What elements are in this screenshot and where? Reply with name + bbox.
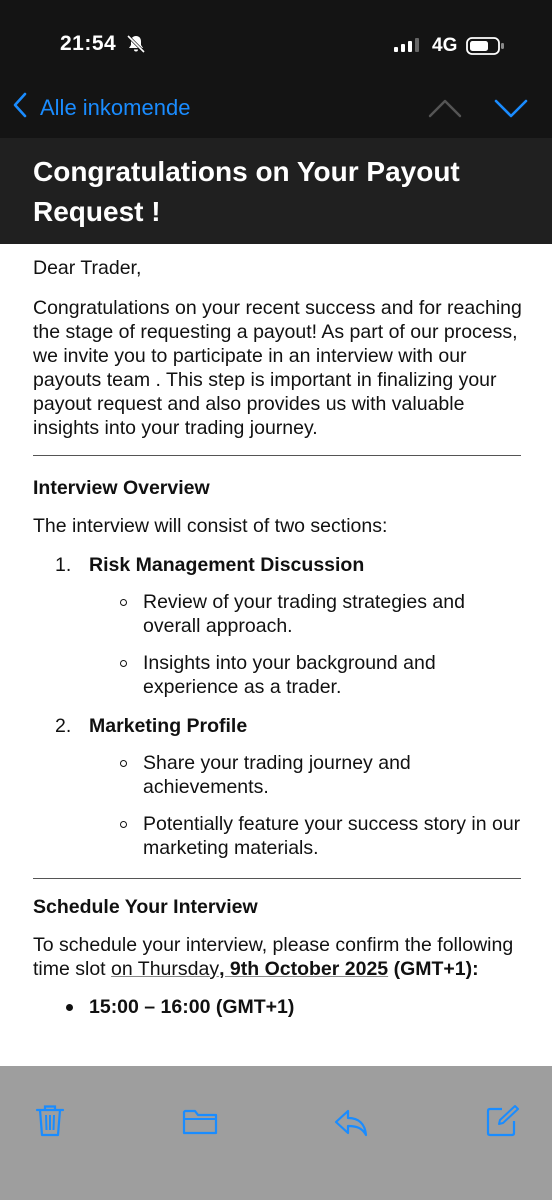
email-body xyxy=(33,256,523,1019)
compose-icon[interactable] xyxy=(485,1104,519,1143)
reply-icon[interactable] xyxy=(333,1108,369,1143)
list-number: 2. xyxy=(55,715,72,737)
bell-slash-icon xyxy=(126,34,146,59)
schedule-date[interactable]: , 9th October 2025 xyxy=(219,958,389,980)
schedule-text xyxy=(33,933,523,981)
bullet-text: Potentially feature your success story in our marketing materials. xyxy=(143,813,521,859)
time-slot-item xyxy=(33,995,523,1019)
chevron-up-icon[interactable] xyxy=(428,98,462,123)
list-item xyxy=(33,751,523,799)
schedule-timezone: (GMT+1): xyxy=(388,958,479,980)
back-button[interactable] xyxy=(12,92,190,124)
bullet-text: Insights into your background and experience as a trader. xyxy=(143,652,436,698)
network-label: 4G xyxy=(432,35,458,56)
trash-icon[interactable] xyxy=(35,1104,65,1143)
section-title: Marketing Profile xyxy=(89,715,248,737)
list-item xyxy=(33,590,523,638)
list-item xyxy=(33,714,523,738)
schedule-text-start: To schedule your interview, please confirm the following time slot xyxy=(33,934,514,980)
bullet-text: Share your trading journey and achievements. xyxy=(143,752,411,798)
battery-icon xyxy=(466,36,506,61)
list-item xyxy=(33,553,523,577)
overview-heading: Interview Overview xyxy=(33,477,210,499)
bullet-circle-icon xyxy=(120,660,127,667)
chevron-down-icon[interactable] xyxy=(494,98,528,123)
divider xyxy=(33,455,521,456)
sub-list xyxy=(33,751,523,860)
signal-icon xyxy=(394,38,419,52)
bullet-text: Review of your trading strategies and overall approach. xyxy=(143,591,465,637)
section-title: Risk Management Discussion xyxy=(89,554,365,576)
email-subject-header xyxy=(0,138,552,244)
intro-paragraph: Congratulations on your recent success and for reaching the stage of requesting a payout! As part of our process, we invite you to participate in an interview with our payouts team . This step is important in finalizing your payout request and also provides us with valuable insights into your trading journey. xyxy=(33,297,522,439)
bullet-circle-icon xyxy=(120,760,127,767)
divider xyxy=(33,878,521,879)
sub-list xyxy=(33,590,523,699)
email-subject: Congratulations on Your Payout Request ! xyxy=(33,156,460,227)
back-label: Alle inkomende xyxy=(40,95,191,120)
bullet-dot-icon xyxy=(66,1004,73,1011)
status-time: 21:54 xyxy=(60,32,117,55)
bullet-circle-icon xyxy=(120,599,127,606)
chevron-left-icon xyxy=(12,92,28,124)
list-item xyxy=(33,651,523,699)
bottom-toolbar xyxy=(0,1066,552,1200)
list-item xyxy=(33,812,523,860)
folder-icon[interactable] xyxy=(182,1108,218,1141)
time-slot: 15:00 – 16:00 (GMT+1) xyxy=(89,996,295,1018)
list-number: 1. xyxy=(55,554,72,576)
top-bar xyxy=(0,0,552,138)
schedule-heading: Schedule Your Interview xyxy=(33,896,258,918)
bullet-circle-icon xyxy=(120,821,127,828)
date-link[interactable]: on Thursday xyxy=(111,958,220,980)
overview-lead: The interview will consist of two sections: xyxy=(33,515,388,537)
greeting: Dear Trader, xyxy=(33,257,142,279)
